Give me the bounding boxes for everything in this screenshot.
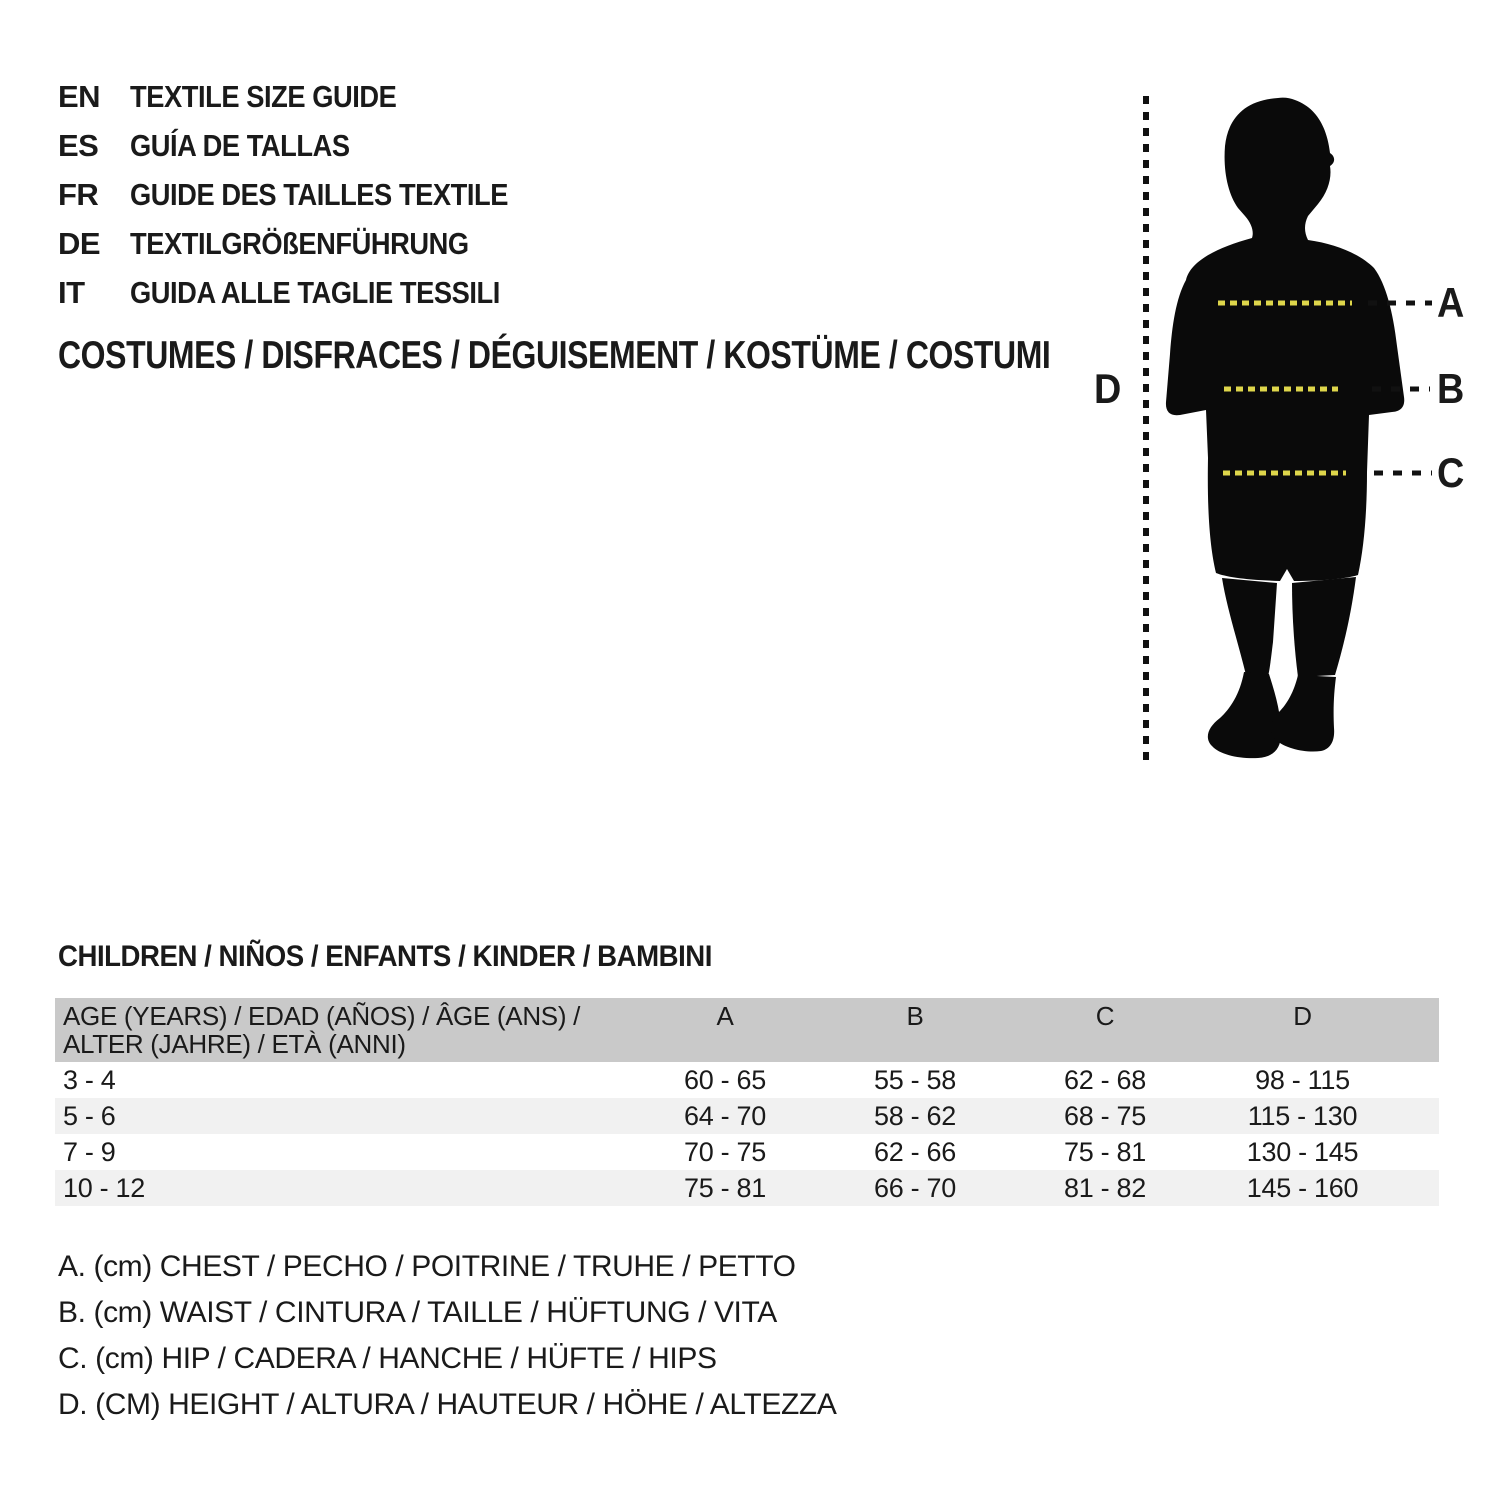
category-title: COSTUMES / DISFRACES / DÉGUISEMENT / KOSTÜME / COSTUMI: [58, 334, 1051, 377]
waist-cell: 55 - 58: [874, 1065, 956, 1095]
legend-item-waist: B. (cm) WAIST / CINTURA / TAILLE / HÜFTUNG / VITA: [58, 1296, 777, 1329]
language-label: TEXTILE SIZE GUIDE: [130, 78, 397, 114]
waist-cell: 58 - 62: [874, 1101, 956, 1131]
language-row-fr: [58, 170, 560, 219]
age-cell: 3 - 4: [63, 1065, 116, 1095]
hip-cell: 75 - 81: [1064, 1137, 1146, 1167]
language-row-de: [58, 219, 560, 268]
language-label: TEXTILGRÖßENFÜHRUNG: [130, 225, 469, 261]
height-cell: 145 - 160: [1246, 1173, 1359, 1203]
language-code: FR: [58, 176, 99, 212]
language-code: DE: [58, 225, 101, 261]
column-header-d: D: [1293, 1001, 1312, 1031]
chest-cell: 60 - 65: [684, 1065, 766, 1095]
hip-label-c: C: [1437, 449, 1465, 496]
measurement-legend: [58, 1244, 836, 1428]
height-cell: 115 - 130: [1247, 1101, 1358, 1131]
hip-cell: 62 - 68: [1064, 1065, 1146, 1095]
language-row-es: [58, 121, 560, 170]
child-silhouette-graphic: [1080, 86, 1501, 776]
legend-item-chest: A. (cm) CHEST / PECHO / POITRINE / TRUHE / PETTO: [58, 1250, 796, 1283]
table-header-row: [55, 998, 1439, 1062]
age-cell: 10 - 12: [63, 1173, 145, 1203]
legend-item-height: D. (CM) HEIGHT / ALTURA / HAUTEUR / HÖHE / ALTEZZA: [58, 1388, 837, 1421]
language-row-en: [58, 72, 560, 121]
language-label: GUIDA ALLE TAGLIE TESSILI: [130, 274, 500, 310]
age-cell: 7 - 9: [63, 1137, 116, 1167]
language-list: [58, 72, 560, 317]
height-label-d: D: [1094, 365, 1122, 412]
table-row: [55, 1134, 1439, 1170]
language-row-it: [58, 268, 560, 317]
chest-cell: 64 - 70: [684, 1101, 766, 1131]
table-row: [55, 1098, 1439, 1134]
table-row: [55, 1170, 1439, 1206]
language-code: IT: [58, 274, 85, 310]
language-code: EN: [58, 78, 101, 114]
column-header-b: B: [906, 1001, 924, 1031]
child-silhouette: [1166, 98, 1404, 759]
hip-cell: 81 - 82: [1064, 1173, 1146, 1203]
height-cell: 130 - 145: [1246, 1137, 1359, 1167]
size-table: [55, 998, 1439, 1206]
chest-cell: 70 - 75: [684, 1137, 766, 1167]
language-label: GUIDE DES TAILLES TEXTILE: [130, 176, 509, 212]
age-cell: 5 - 6: [63, 1101, 116, 1131]
table-body: [55, 1062, 1439, 1206]
waist-cell: 62 - 66: [874, 1137, 956, 1167]
legend-item-hip: C. (cm) HIP / CADERA / HANCHE / HÜFTE / HIPS: [58, 1342, 717, 1375]
column-header-c: C: [1095, 1001, 1115, 1031]
table-row: [55, 1062, 1439, 1098]
waist-cell: 66 - 70: [874, 1173, 956, 1203]
hip-cell: 68 - 75: [1064, 1101, 1146, 1131]
chest-cell: 75 - 81: [684, 1173, 766, 1203]
measurement-figure: [1080, 86, 1501, 776]
waist-label-b: B: [1437, 365, 1465, 412]
age-header-line1: AGE (YEARS) / EDAD (AÑOS) / ÂGE (ANS) /: [63, 1001, 581, 1031]
language-code: ES: [58, 127, 99, 163]
age-column-header: [55, 1002, 630, 1058]
chest-label-a: A: [1437, 279, 1465, 326]
height-cell: 98 - 115: [1255, 1065, 1350, 1095]
table-title: CHILDREN / NIÑOS / ENFANTS / KINDER / BAMBINI: [58, 940, 712, 973]
column-header-a: A: [716, 1001, 734, 1031]
age-header-line2: ALTER (JAHRE) / ETÀ (ANNI): [63, 1029, 406, 1059]
language-label: GUÍA DE TALLAS: [130, 127, 350, 163]
